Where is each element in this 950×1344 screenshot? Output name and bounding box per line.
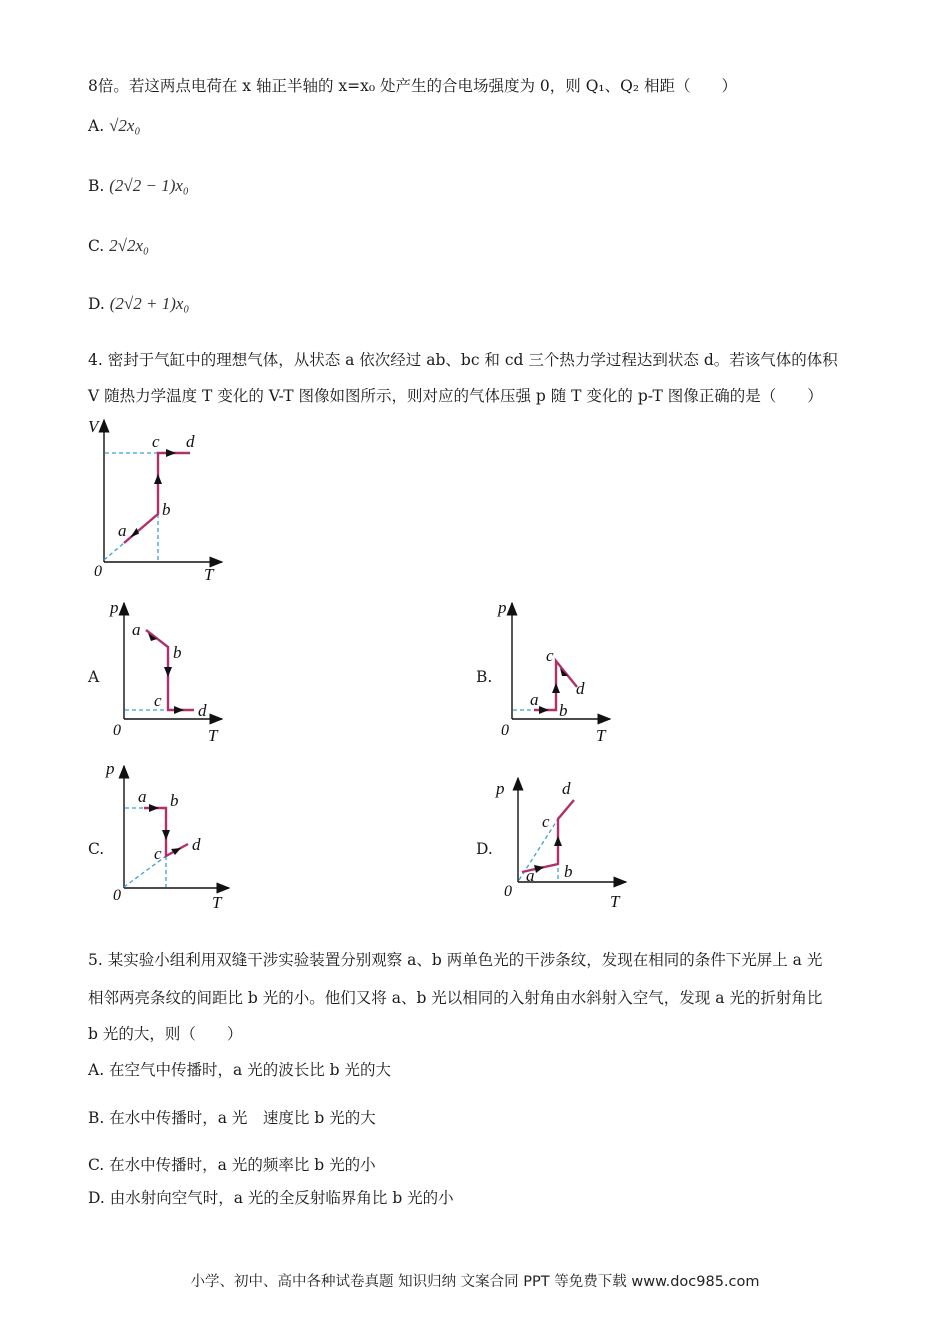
option-expression: 2√2x₀ <box>109 236 149 255</box>
point-a: a <box>530 690 539 709</box>
axis-label-t: T <box>208 726 218 745</box>
point-c: c <box>152 432 160 451</box>
option-letter: D. <box>88 295 105 313</box>
point-b: b <box>564 862 573 881</box>
option-expression: (2√2 + 1)x₀ <box>109 294 190 313</box>
axis-label-p: p <box>498 598 507 617</box>
arrow-bc <box>154 474 162 484</box>
q4-vt-graph <box>80 410 260 590</box>
q5-option-a: A. 在空气中传播时，a 光的波长比 b 光的大 <box>88 1061 391 1079</box>
origin-label: 0 <box>113 887 121 904</box>
q3-option-d <box>88 294 189 314</box>
q5-option-b: B. 在水中传播时，a 光 速度比 b 光的大 <box>88 1109 376 1127</box>
q4-option-b-graph <box>492 595 622 745</box>
arrow-cd <box>174 706 184 714</box>
arrow-ab <box>149 804 159 812</box>
origin-label: 0 <box>94 563 102 580</box>
q5-stem-line2: 相邻两亮条纹的间距比 b 光的小。他们又将 a、b 光以相同的入射角由水斜射入空气，发现 a 光的折射角比 <box>88 989 823 1007</box>
option-letter: B. <box>88 177 105 195</box>
q4-option-d-letter: D. <box>476 840 493 858</box>
q5-stem-line3: b 光的大，则（ ） <box>88 1025 243 1043</box>
point-d: d <box>192 835 201 854</box>
point-a: a <box>138 787 147 806</box>
q4-option-c-letter: C. <box>88 840 105 858</box>
point-a: a <box>132 620 141 639</box>
point-c: c <box>154 844 162 863</box>
arrow-ab <box>539 706 549 714</box>
arrow-bc <box>552 683 560 693</box>
origin-label: 0 <box>504 883 512 900</box>
axis-label-t: T <box>596 726 606 745</box>
axis-label-t: T <box>204 565 214 584</box>
option-expression: (2√2 − 1)x₀ <box>109 176 189 195</box>
point-a: a <box>526 866 535 885</box>
axis-label-p: p <box>106 759 115 778</box>
arrow-cd <box>166 449 176 457</box>
point-b: b <box>162 500 171 519</box>
q5-option-d: D. 由水射向空气时，a 光的全反射临界角比 b 光的小 <box>88 1189 454 1207</box>
axis-label-v: V <box>88 417 99 436</box>
point-b: b <box>559 701 568 720</box>
arrow-bc <box>162 830 170 840</box>
point-b: b <box>173 643 182 662</box>
axis-label-p: p <box>110 598 119 617</box>
point-c: c <box>542 812 550 831</box>
origin-label: 0 <box>113 722 121 739</box>
q5-stem-line1: 5. 某实验小组利用双缝干涉实验装置分别观察 a、b 两单色光的干涉条纹，发现在相同的条件下光屏上 a 光 <box>88 951 823 969</box>
q4-option-b-letter: B. <box>476 668 493 686</box>
option-letter: C. <box>88 237 105 255</box>
arrow-bc <box>164 667 172 677</box>
process-curve <box>124 453 190 543</box>
point-d: d <box>576 679 585 698</box>
axis-label-t: T <box>610 892 620 911</box>
arrow-ab <box>534 865 544 873</box>
option-letter: A. <box>88 117 105 135</box>
page-footer: 小学、初中、高中各种试卷真题 知识归纳 文案合同 PPT 等免费下载 www.doc985.com <box>190 1274 760 1290</box>
point-c: c <box>154 691 162 710</box>
arrow-bc <box>554 836 562 846</box>
q4-option-d-graph <box>492 772 632 914</box>
point-c: c <box>546 646 554 665</box>
q4-option-a-letter: A <box>88 668 100 686</box>
q3-option-a <box>88 116 140 136</box>
point-d: d <box>198 701 207 720</box>
point-b: b <box>170 791 179 810</box>
axis-label-p: p <box>496 779 505 798</box>
q3-option-b <box>88 176 189 196</box>
q4-option-c-graph <box>104 758 244 913</box>
axis-label-t: T <box>212 893 222 912</box>
option-expression: √2x₀ <box>109 116 141 135</box>
q4-stem-line1: 4. 密封于气缸中的理想气体，从状态 a 依次经过 ab、bc 和 cd 三个热力学过程达到状态 d。若该气体的体积 <box>88 351 838 369</box>
q5-option-c: C. 在水中传播时，a 光的频率比 b 光的小 <box>88 1156 376 1174</box>
q4-stem-line2: V 随热力学温度 T 变化的 V-T 图像如图所示，则对应的气体压强 p 随 T 变化的 p-T 图像正确的是（ ） <box>88 387 823 405</box>
q4-option-a-graph <box>104 595 234 745</box>
q3-stem: 8倍。若这两点电荷在 x 轴正半轴的 x=x₀ 处产生的合电场强度为 0，则 Q₁、Q₂ 相距（ ） <box>88 77 737 95</box>
point-a: a <box>118 521 127 540</box>
point-d: d <box>562 779 571 798</box>
point-d: d <box>186 432 195 451</box>
origin-label: 0 <box>501 722 509 739</box>
q3-option-c <box>88 236 149 256</box>
